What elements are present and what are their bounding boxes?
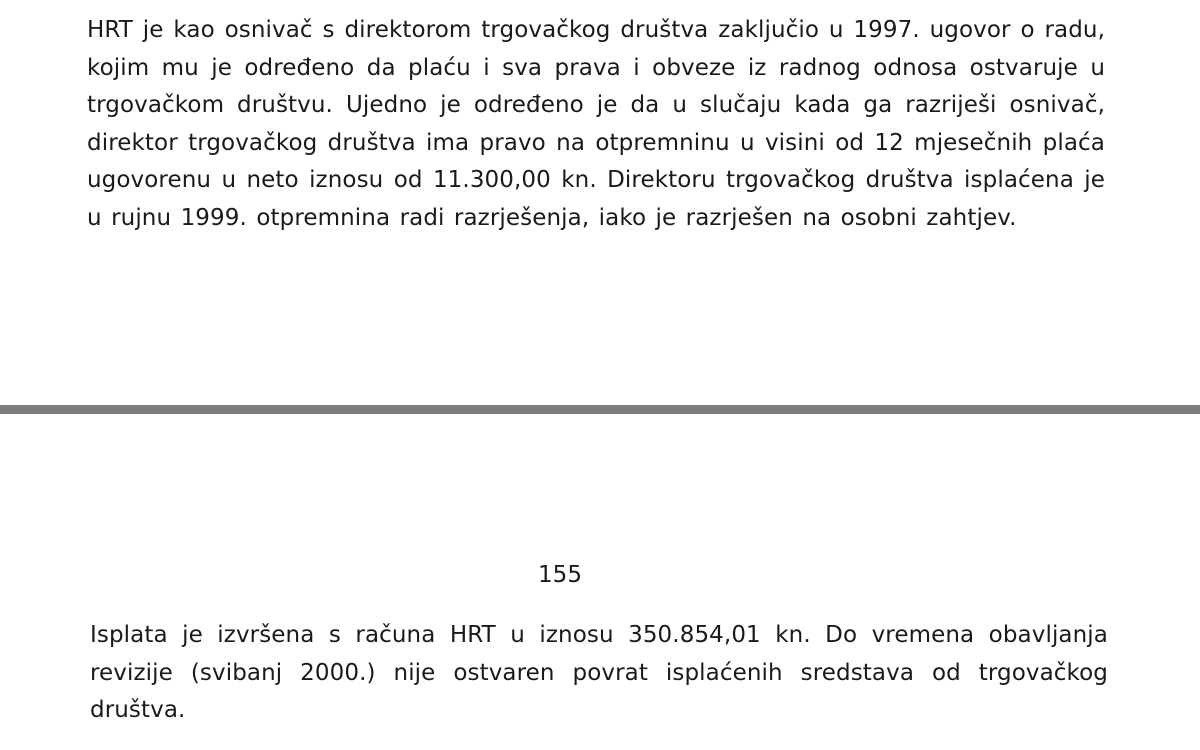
body-paragraph-bottom: Isplata je izvršena s računa HRT u iznosu 350.854,01 kn. Do vremena obavljanja revizije (svibanj 2000.) nije ostvaren povrat isplaćenih sredstava od trgovačkog društva.	[90, 622, 1108, 723]
page-number: 155	[538, 562, 582, 588]
page-divider	[0, 405, 1200, 414]
body-paragraph-top: HRT je kao osnivač s direktorom trgovačkog društva zaključio u 1997. ugovor o radu, kojim mu je određeno da plaću i sva prava i obveze iz radnog odnosa ostvaruje u trgovačkom društvu. Ujedno je određeno je da u slučaju kada ga razriješi osnivač, direktor trgovačkog društva ima pravo na otpremninu u visini od 12 mjesečnih plaća ugovorenu u neto iznosu od 11.300,00 kn. Direktoru trgovačkog društva isplaćena je u rujnu 1999. otpremnina radi razrješenja, iako je razrješen na osobni zahtjev.	[87, 17, 1105, 231]
